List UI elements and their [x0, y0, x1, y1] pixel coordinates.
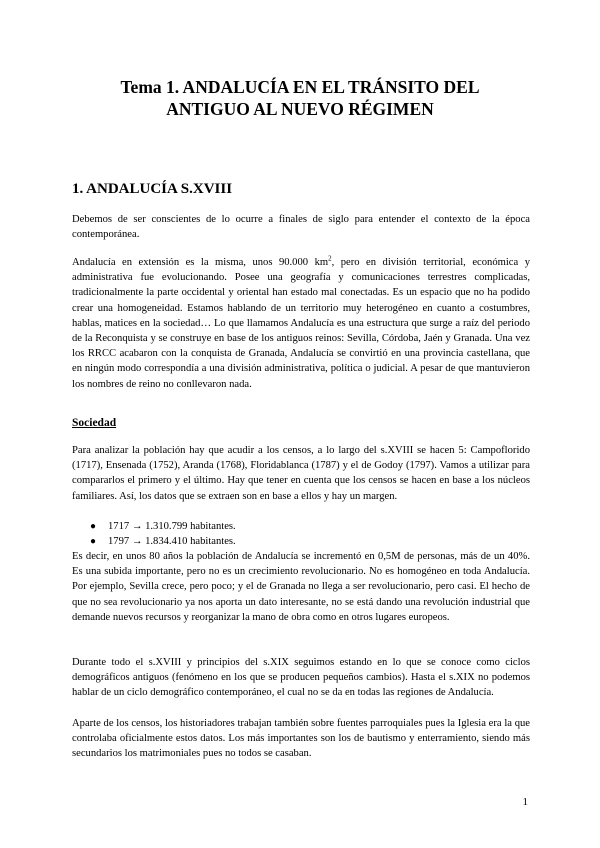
title-line-2: ANTIGUO AL NUEVO RÉGIMEN: [166, 99, 434, 119]
title-line-1: Tema 1. ANDALUCÍA EN EL TRÁNSITO DEL: [120, 77, 480, 97]
squared-superscript: 2: [328, 254, 332, 263]
census-paragraph: Para analizar la población hay que acudir a los censos, a lo largo del s.XVIII se hacen 5: Campoflorido (1717), Ensenada (1752), Aranda (1768), Floridablanca (1787) y el de Godoy (1797). Vamos a utilizar para compararlos el primero y el último. Hay que tener en cuenta que los censos se hacen en base a los núcleos familiares. Así, los datos que se extraen son en base a ellos y hay un margen.: [72, 445, 530, 502]
intro-paragraph: Debemos de ser conscientes de lo ocurre a finales de siglo para entender el contexto de la época contemporánea.: [72, 214, 530, 241]
growth-paragraph: Es decir, en unos 80 años la población de Andalucía se incrementó en 0,5M de personas, más de un 40%. Es una subida importante, pero no es un crecimiento revolucionario. No es homogéneo en toda Andalucía. Por ejemplo, Sevilla crece, pero poco; y el de Granada no llega a ser revolucionario, pero casi. El hecho de que no sea revolucionario ya nos aporta un dato interesante, no se está dando una revolución industrial que demande nuevos recursos y reorganizar la mano de obra como en otros lugares europeos.: [72, 551, 530, 623]
territory-paragraph: [72, 255, 530, 392]
list-item-text: 1717 → 1.310.799 habitantes.: [108, 521, 236, 532]
list-item: [72, 519, 530, 534]
territory-text-a: Andalucía en extensión es la misma, unos 90.000 km: [72, 257, 329, 268]
demographic-cycles-paragraph: Durante todo el s.XVIII y principios del s.XIX seguimos estando en lo que se conoce como ciclos demográficos antiguos (fenómeno en los que se producen pequeños cambios). Hasta el s.XIX no podemos hablar de un ciclo demográfico contemporáneo, el cual no se da en todas las regiones de Andalucía.: [72, 657, 530, 699]
bullet-icon: ●: [90, 536, 97, 548]
parish-sources-paragraph: Aparte de los censos, los historiadores trabajan también sobre fuentes parroquiales pues la Iglesia era la que controlaba oficialmente estos datos. Los más importantes son los de bautismo y enterramiento, siendo más secundarios los matrimoniales pues no todos se casaban.: [72, 718, 530, 760]
document-title: [60, 76, 540, 120]
territory-text-b: , pero en división territorial, económica y administrativa fue evolucionando. Posee una geografía y comunicaciones terrestres complicadas, tradicionalmente la parte occidental y oriental han estado mal conectadas. Es un espacio que no ha podido crear una homogeneidad. Estamos hablando de un territorio muy heterogéneo en cuanto a costumbres, hablas, matices en la sociedad… Lo que llamamos Andalucía es una estructura que surge a raíz del periodo de la Reconquista y se construye en base de los antiguos reinos: Sevilla, Córdoba, Jaén y Granada. Una vez los RRCC acabaron con la conquista de Granada, Andalucía se convirtió en una provincia castellana, que en ningún modo correspondía a una división administrativa, política o judicial. A pesar de que mantuvieron los nombres de reino no conllevaron nada.: [72, 257, 530, 390]
society-subheading: Sociedad: [72, 417, 117, 429]
bullet-icon: ●: [90, 521, 97, 532]
list-item-text: 1797 → 1.834.410 habitantes.: [108, 536, 236, 548]
population-list: [72, 519, 530, 549]
page-number: 1: [522, 796, 528, 808]
list-item: [72, 534, 530, 549]
section-heading: 1. ANDALUCÍA S.XVIII: [72, 181, 233, 197]
